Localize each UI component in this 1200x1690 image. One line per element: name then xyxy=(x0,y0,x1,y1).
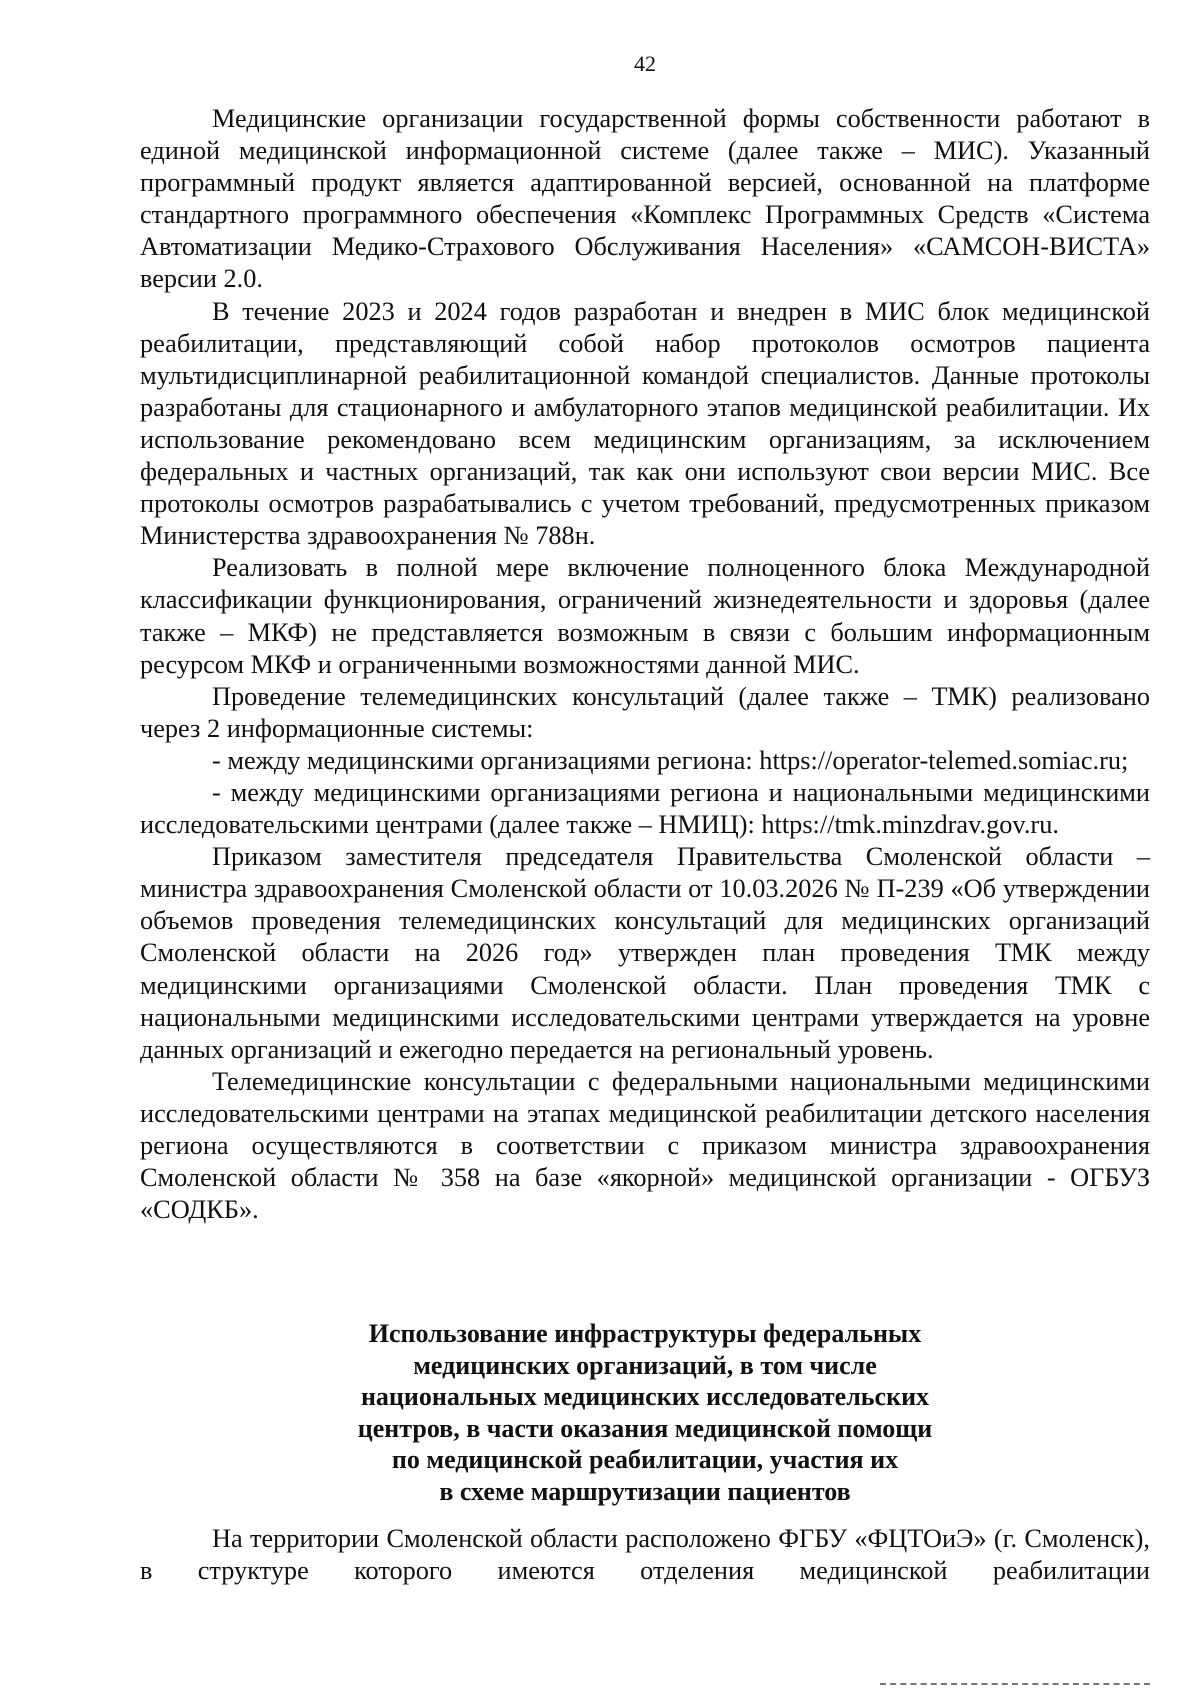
paragraph-mis-intro: Медицинские организации государственной формы собственности работают в единой медицинской информационной системе (далее также – МИС). Указанный программный продукт является адаптированной версией, основанной на платформе стандартного программного обеспечения «Комплекс Программных Средств «Система Автоматизации Медико-Страхового Обслуживания Населения» «САМСОН-ВИСТА» версии 2.0. xyxy=(140,104,1150,294)
paragraph-children-tmk: Телемедицинские консультации с федеральными национальными медицинскими исследовательскими центрами на этапах медицинской реабилитации детского населения региона осуществляются в соответствии с приказом министра здравоохранения Смоленской области № 358 на базе «якорной» медицинской организации - ОГБУЗ «СОДКБ». xyxy=(140,1066,1150,1225)
tail-text xyxy=(140,1523,1150,1587)
heading-line: в схеме маршрутизации пациентов xyxy=(439,1476,851,1506)
heading-line: национальных медицинских исследовательских xyxy=(360,1382,930,1412)
scan-edge-mark xyxy=(880,1683,1150,1687)
heading-line: медицинских организаций, в том числе xyxy=(413,1350,877,1380)
paragraph-federal-center: На территории Смоленской области расположено ФГБУ «ФЦТОиЭ» (г. Смоленск), в структуре которого имеются отделения медицинской реабилитации xyxy=(140,1524,1150,1586)
heading-line: Использование инфраструктуры федеральных xyxy=(368,1319,922,1348)
section-heading xyxy=(140,1318,1150,1508)
paragraph-rehab-block: В течение 2023 и 2024 годов разработан и внедрен в МИС блок медицинской реабилитации, представляющий собой набор протоколов осмотров пациента мультидисциплинарной реабилитационной командой специалистов. Данные протоколы разработаны для стационарного и амбулаторного этапов медицинской реабилитации. Их использование рекомендовано всем медицинским организациям, за исключением федеральных и частных организаций, так как они используют свои версии МИС. Все протоколы осмотров разрабатывались с учетом требований, предусмотренных приказом Министерства здравоохранения № 788н. xyxy=(140,296,1150,551)
paragraph-icf: Реализовать в полной мере включение полноценного блока Международной классификации функционирования, ограничений жизнедеятельности и здоровья (далее также – МКФ) не представляется возможным в связи с большим информационным ресурсом МКФ и ограниченными возможностями данной МИС. xyxy=(140,553,1150,679)
body-text xyxy=(140,103,1150,1226)
paragraph-order: Приказом заместителя председателя Правительства Смоленской области – министра здравоохранения Смоленской области от 10.03.2026 № П-239 «Об утверждении объемов проведения телемедицинских консультаций для медицинских организаций Смоленской области на 2026 год» утвержден план проведения ТМК между медицинскими организациями Смоленской области. План проведения ТМК с национальными медицинскими исследовательскими центрами утверждается на уровне данных организаций и ежегодно передается на региональный уровень. xyxy=(140,842,1150,1064)
list-item-regional-system: - между медицинскими организациями региона: https://operator-telemed.somiac.ru; xyxy=(212,745,1129,775)
paragraph-telemedicine: Проведение телемедицинских консультаций (далее также – ТМК) реализовано через 2 информационные системы: xyxy=(140,681,1150,743)
heading-line: по медицинской реабилитации, участия их xyxy=(391,1445,899,1475)
heading-line: центров, в части оказания медицинской помощи xyxy=(357,1413,933,1443)
list-item-federal-system: - между медицинскими организациями региона и национальными медицинскими исследовательскими центрами (далее также – НМИЦ): https://tmk.minzdrav.gov.ru. xyxy=(140,777,1150,840)
page-number: 42 xyxy=(634,51,656,76)
